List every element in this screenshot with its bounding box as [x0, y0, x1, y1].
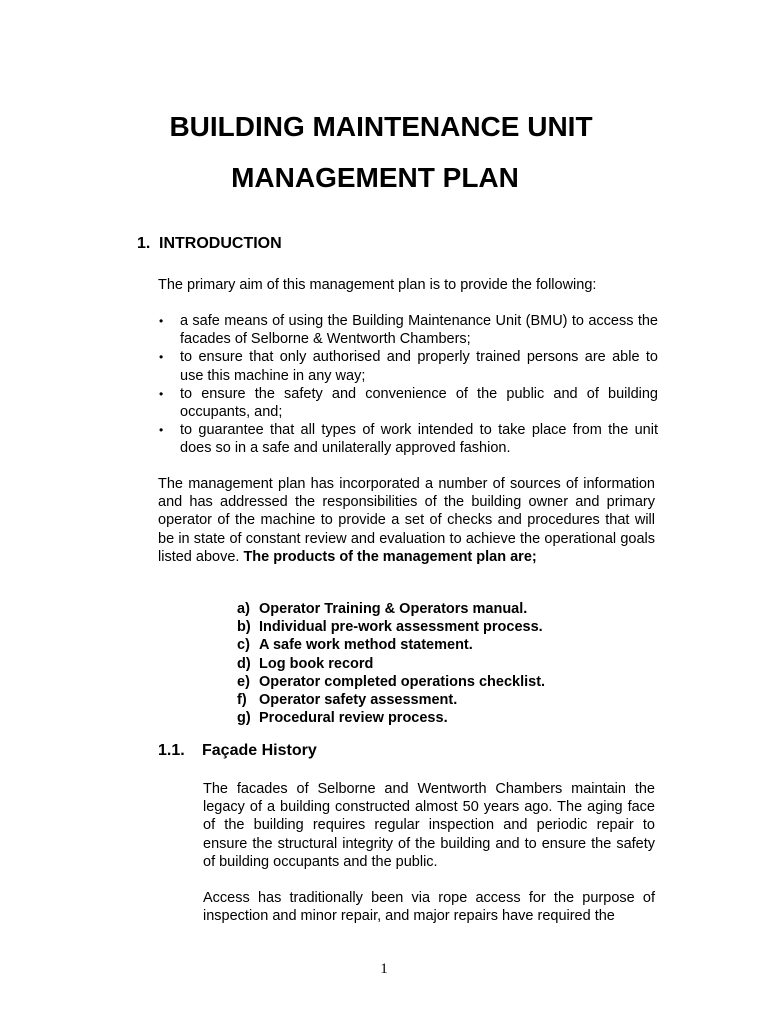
management-text: The management plan has incorporated a number of sources of information and has addressed the responsibilities of the building owner and primary operator of the machine to provide a set of checks and procedures that will be in state of constant review and evaluation to achieve the operational goals listed above. — [158, 476, 655, 565]
bullet-text: a safe means of using the Building Maintenance Unit (BMU) to access the facades of Selborne & Wentworth Chambers; — [180, 313, 658, 348]
item-text: Procedural review process. — [259, 710, 448, 727]
bullet-text: to ensure the safety and convenience of the public and of building occupants, and; — [180, 385, 658, 421]
item-text: Individual pre-work assessment process. — [259, 619, 543, 636]
subsection-heading-facade-history — [158, 741, 317, 760]
management-plan-paragraph — [158, 475, 655, 566]
list-item — [237, 673, 545, 691]
section-number: 1. — [137, 235, 151, 252]
list-item — [158, 421, 658, 457]
intro-paragraph: The primary aim of this management plan is to provide the following: — [158, 277, 597, 293]
bullet-icon: • — [159, 350, 164, 365]
list-item — [237, 709, 545, 727]
item-text: Log book record — [259, 655, 374, 672]
aims-bullet-list — [158, 312, 658, 458]
bullet-icon: • — [159, 386, 164, 401]
item-text: A safe work method statement. — [259, 637, 473, 654]
section-title: INTRODUCTION — [159, 235, 282, 252]
item-text: Operator safety assessment. — [259, 692, 458, 709]
subsection-number: 1.1. — [158, 742, 185, 759]
page-number: 1 — [380, 961, 388, 977]
item-label: f) — [237, 692, 247, 709]
bullet-text: to guarantee that all types of work intended to take place from the unit does so in a safe and unilaterally approved fashion. — [180, 422, 658, 457]
list-item — [158, 348, 658, 384]
list-item — [158, 385, 658, 421]
management-bold-text: The products of the management plan are; — [243, 548, 537, 565]
subsection-title: Façade History — [202, 742, 317, 759]
item-label: e) — [237, 673, 250, 690]
item-text: Operator Training & Operators manual. — [259, 601, 528, 617]
list-item — [237, 636, 545, 654]
item-label: c) — [237, 637, 250, 654]
list-item — [237, 655, 545, 673]
item-label: b) — [237, 619, 251, 636]
item-label: d) — [237, 655, 251, 672]
list-item — [237, 600, 545, 618]
section-heading-introduction — [137, 234, 282, 253]
list-item — [237, 618, 545, 636]
item-label: a) — [237, 601, 250, 617]
products-list — [237, 600, 545, 727]
list-item — [237, 691, 545, 709]
facade-history-paragraph-2: Access has traditionally been via rope access for the purpose of inspection and minor repair, and major repairs have required the — [203, 890, 655, 925]
document-title-line-1: BUILDING MAINTENANCE UNIT — [169, 111, 593, 142]
document-title-line-2: MANAGEMENT PLAN — [231, 162, 519, 193]
bullet-icon: • — [159, 314, 164, 328]
item-text: Operator completed operations checklist. — [259, 673, 546, 690]
list-item — [158, 312, 658, 348]
item-label: g) — [237, 710, 251, 727]
bullet-text: to ensure that only authorised and properly trained persons are able to use this machine in any way; — [180, 349, 658, 384]
facade-history-paragraph-1: The facades of Selborne and Wentworth Chambers maintain the legacy of a building constructed almost 50 years ago. The aging face of the building requires regular inspection and periodic repair to ensure the structural integrity of the building and to ensure the safety of building occupants and the public. — [203, 781, 655, 870]
bullet-icon: • — [159, 423, 164, 438]
